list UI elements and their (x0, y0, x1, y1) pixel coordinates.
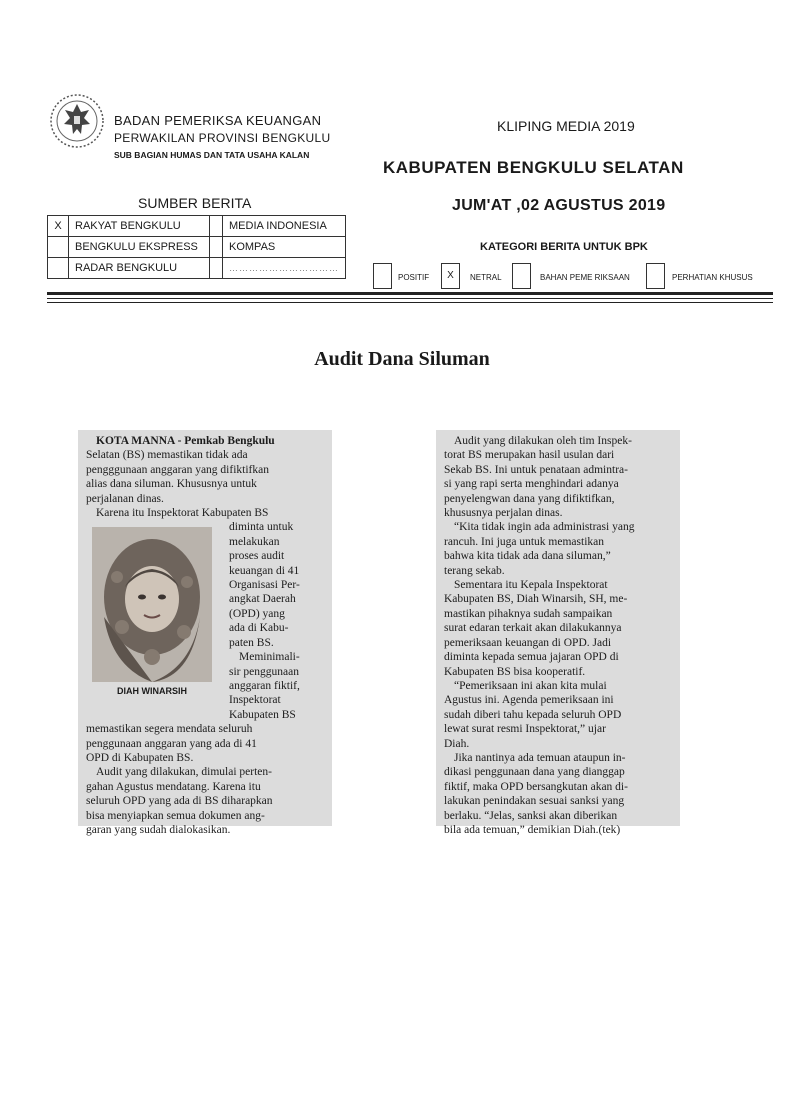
text-line: diminta kepada semua jajaran OPD di (444, 651, 619, 664)
text-line: “Pemeriksaan ini akan kita mulai (454, 679, 607, 692)
text-line: Audit yang dilakukan oleh tim Inspek- (454, 435, 632, 447)
kategori-heading: KATEGORI BERITA UNTUK BPK (480, 241, 648, 253)
text-line: berlaku. “Jelas, sanksi akan diberikan (444, 809, 618, 822)
text-line: fiktif, maka OPD bersangkutan akan di- (444, 780, 628, 793)
header-divider (47, 302, 773, 303)
text-line: keuangan di 41 (229, 564, 300, 577)
text-line: OPD di Kabupaten BS. (86, 751, 194, 764)
text-line: khususnya perjalan dinas. (444, 507, 563, 520)
text-line: pengggunaan anggaran yang difiktifkan (86, 463, 269, 476)
portrait-illustration-icon (92, 527, 212, 682)
photo-caption: DIAH WINARSIH (117, 686, 187, 696)
source-mark (48, 237, 69, 258)
text-line: rancuh. Ini juga untuk memastikan (444, 535, 605, 548)
text-line: dikasi penggunaan dana yang dianggap (444, 766, 625, 779)
category-label: PERHATIAN KHUSUS (672, 273, 753, 282)
text-line: Kabupaten BS, Diah Winarsih, SH, me- (444, 593, 628, 606)
category-label: NETRAL (470, 273, 502, 282)
text-line: KOTA MANNA - Pemkab Bengkulu (96, 435, 275, 447)
source-mark (210, 216, 223, 237)
text-line: Diah. (444, 737, 470, 750)
source-name: RADAR BENGKULU (69, 258, 210, 279)
text-line: garan yang sudah dialokasikan. (86, 823, 231, 836)
text-line: Meminimali- (239, 651, 300, 664)
text-line: gahan Agustus mendatang. Karena itu (86, 780, 261, 793)
article-title: Audit Dana Siluman (314, 348, 490, 370)
source-name: BENGKULU EKSPRESS (69, 237, 210, 258)
text-line: Jika nantinya ada temuan ataupun in- (454, 751, 626, 764)
text-line: torat BS merupakan hasil usulan dari (444, 449, 615, 462)
text-line: bisa menyiapkan semua dokumen ang- (86, 809, 265, 822)
text-line: mastikan pihaknya sudah sampaikan (444, 607, 613, 620)
text-line: Organisasi Per- (229, 579, 300, 592)
text-line: penyelengwan dana yang difiktifkan, (444, 492, 615, 505)
text-line: Karena itu Inspektorat Kabupaten BS (96, 507, 269, 520)
text-line: melakukan (229, 535, 280, 548)
text-line: Inspektorat (229, 694, 281, 707)
category-checkbox: X (441, 263, 460, 289)
category-checkbox (646, 263, 665, 289)
text-line: sir penggunaan (229, 665, 299, 678)
source-row (48, 258, 346, 279)
category-label: POSITIF (398, 273, 430, 282)
org-name: BADAN PEMERIKSA KEUANGAN (114, 113, 322, 128)
text-line: memastikan segera mendata seluruh (86, 723, 253, 736)
text-line: bila ada temuan,” demikian Diah.(tek) (444, 823, 621, 836)
text-line: paten BS. (229, 636, 274, 649)
category-checkbox (512, 263, 531, 289)
text-line: Audit yang dilakukan, dimulai perten- (96, 766, 272, 779)
text-line: terang sekab. (444, 564, 505, 577)
source-table (47, 215, 346, 279)
text-line: anggaran fiktif, (229, 679, 300, 692)
text-line: surat edaran terkait akan dilakukannya (444, 622, 622, 635)
text-line: “Kita tidak ingin ada administrasi yang (454, 521, 635, 534)
text-line: Sekab BS. Ini untuk penataan admintra- (444, 463, 628, 476)
header-divider (47, 292, 773, 295)
text-line: Kabupaten BS bisa kooperatif. (444, 665, 586, 678)
text-line: Kabupaten BS (229, 708, 296, 721)
text-line: perjalanan dinas. (86, 492, 164, 505)
text-line: bahwa kita tidak ada dana siluman,” (444, 550, 611, 563)
source-name: MEDIA INDONESIA (223, 216, 346, 237)
text-line: diminta untuk (229, 521, 294, 534)
bpk-emblem-icon (48, 92, 106, 150)
org-representative: PERWAKILAN PROVINSI BENGKULU (114, 131, 331, 145)
text-line: Agustus ini. Agenda pemeriksaan ini (444, 694, 614, 707)
source-row (48, 216, 346, 237)
text-line: penggunaan anggaran yang ada di 41 (86, 737, 257, 750)
portrait-photo (92, 527, 212, 682)
source-name: RAKYAT BENGKULU (69, 216, 210, 237)
source-mark (48, 258, 69, 279)
text-line: ada di Kabu- (229, 622, 289, 635)
article-column-right (436, 430, 680, 836)
region-heading: KABUPATEN BENGKULU SELATAN (383, 158, 684, 177)
org-subdivision: SUB BAGIAN HUMAS DAN TATA USAHA KALAN (114, 150, 310, 160)
text-line: Sementara itu Kepala Inspektorat (454, 579, 608, 592)
text-line: Selatan (BS) memastikan tidak ada (86, 449, 248, 462)
sumber-berita-heading: SUMBER BERITA (138, 195, 252, 211)
header-divider (47, 298, 773, 299)
text-line: angkat Daerah (229, 593, 296, 606)
text-line: lewat surat resmi Inspektorat,” ujar (444, 723, 606, 736)
source-mark: X (48, 216, 69, 237)
category-label: BAHAN PEME RIKSAAN (540, 273, 630, 282)
text-line: proses audit (229, 550, 285, 563)
category-checkbox (373, 263, 392, 289)
source-row (48, 237, 346, 258)
kliping-label: KLIPING MEDIA 2019 (497, 118, 635, 134)
text-line: alias dana siluman. Khususnya untuk (86, 478, 257, 491)
text-line: pemeriksaan keuangan di OPD. Jadi (444, 636, 612, 649)
source-name: KOMPAS (223, 237, 346, 258)
date-heading: JUM'AT ,02 AGUSTUS 2019 (452, 197, 666, 214)
text-line: sudah diberi tahu kepada seluruh OPD (444, 708, 622, 721)
source-name-blank: …………………………… (223, 258, 346, 279)
source-mark (210, 258, 223, 279)
text-line: (OPD) yang (229, 607, 285, 620)
text-line: si yang rapi serta menghindari adanya (444, 478, 619, 491)
text-line: seluruh OPD yang ada di BS diharapkan (86, 795, 273, 808)
source-mark (210, 237, 223, 258)
text-line: lakukan penindakan sesuai sanksi yang (444, 795, 625, 808)
